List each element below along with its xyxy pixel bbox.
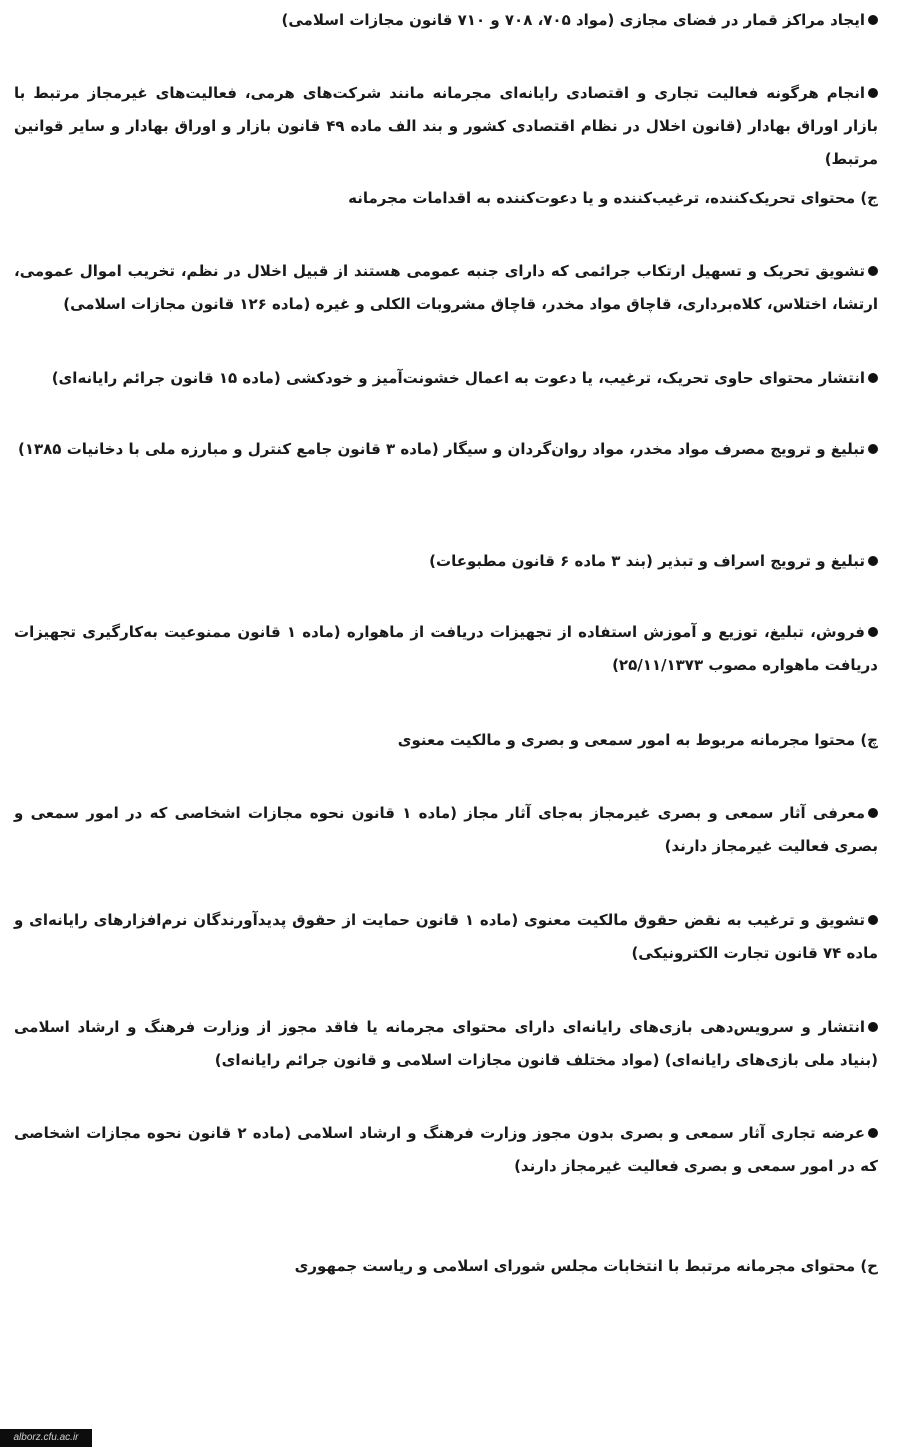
item-violence-suicide	[14, 362, 878, 395]
item-gambling	[14, 4, 878, 37]
bullet-icon	[868, 556, 878, 566]
bullet-icon	[868, 1128, 878, 1138]
item-unauthorized-av	[14, 797, 878, 863]
item-drugs-promotion	[14, 433, 878, 466]
item-text: معرفی آثار سمعی و بصری غیرمجاز به‌جای آثار مجاز (ماده ۱ قانون نحوه مجازات اشخاصی که در امور سمعی و بصری فعالیت غیرمجاز دارند)	[14, 804, 878, 855]
item-pyramid-schemes	[14, 77, 878, 176]
item-text: عرضه تجاری آثار سمعی و بصری بدون مجوز وزارت فرهنگ و ارشاد اسلامی (ماده ۲ قانون نحوه مجازات اشخاصی که در امور سمعی و بصری فعالیت غیرمجاز دارند)	[14, 1124, 878, 1175]
item-extravagance	[14, 545, 878, 578]
item-text: انجام هرگونه فعالیت تجاری و اقتصادی رایانه‌ای مجرمانه مانند شرکت‌های هرمی، فعالیت‌های غیرمجاز مرتبط با بازار اوراق بهادار (قانون اخلال در نظام اقتصادی کشور و بند الف ماده ۴۹ قانون بازار و اوراق بهادار و سایر قوانین مرتبط)	[14, 84, 878, 168]
item-incitement-crimes	[14, 255, 878, 321]
bullet-icon	[868, 1022, 878, 1032]
bullet-icon	[868, 808, 878, 818]
item-text: فروش، تبلیغ، توزیع و آموزش استفاده از تجهیزات دریافت از ماهواره (ماده ۱ قانون ممنوعیت به‌کارگیری تجهیزات دریافت ماهواره مصوب ۲۵/۱۱/۱۳۷۳)	[14, 623, 878, 674]
item-text: ایجاد مراکز قمار در فضای مجازی (مواد ۷۰۵، ۷۰۸ و ۷۱۰ قانون مجازات اسلامی)	[281, 11, 865, 29]
item-ip-violation	[14, 904, 878, 970]
item-text: تشویق تحریک و تسهیل ارتکاب جرائمی که دارای جنبه عمومی هستند از قبیل اخلال در نظم، تخریب اموال عمومی، ارتشا، اختلاس، کلاه‌برداری، قاچاق مواد مخدر، قاچاق مشروبات الکلی و غیره (ماده ۱۲۶ قانون مجازات اسلامی)	[14, 262, 878, 313]
bullet-icon	[868, 373, 878, 383]
item-satellite-equipment	[14, 616, 878, 682]
item-computer-games	[14, 1011, 878, 1077]
item-commercial-av	[14, 1117, 878, 1183]
bullet-icon	[868, 88, 878, 98]
section-heading-he: ح) محتوای مجرمانه مرتبط با انتخابات مجلس شورای اسلامی و ریاست جمهوری	[294, 1257, 878, 1275]
bullet-icon	[868, 266, 878, 276]
bullet-icon	[868, 15, 878, 25]
item-text: انتشار محتوای حاوی تحریک، ترغیب، یا دعوت به اعمال خشونت‌آمیز و خودکشی (ماده ۱۵ قانون جرائم رایانه‌ای)	[51, 369, 865, 387]
item-text: تبلیغ و ترویج اسراف و تبذیر (بند ۳ ماده ۶ قانون مطبوعات)	[429, 552, 865, 570]
site-watermark: alborz.cfu.ac.ir	[0, 1429, 92, 1447]
item-text: تبلیغ و ترویج مصرف مواد مخدر، مواد روان‌گردان و سیگار (ماده ۳ قانون جامع کنترل و مبارزه ملی با دخانیات ۱۳۸۵)	[17, 440, 865, 458]
bullet-icon	[868, 915, 878, 925]
item-text: انتشار و سرویس‌دهی بازی‌های رایانه‌ای دارای محتوای مجرمانه یا فاقد مجوز از وزارت فرهنگ و ارشاد اسلامی (بنیاد ملی بازی‌های رایانه‌ای) (مواد مختلف قانون مجازات اسلامی و قانون جرائم رایانه‌ای)	[14, 1018, 878, 1069]
section-heading-che: چ) محتوا مجرمانه مربوط به امور سمعی و بصری و مالکیت معنوی	[397, 731, 878, 749]
bullet-icon	[868, 444, 878, 454]
item-text: تشویق و ترغیب به نقض حقوق مالکیت معنوی (ماده ۱ قانون حمایت از حقوق پدیدآورندگان نرم‌افزارهای رایانه‌ای و ماده ۷۴ قانون تجارت الکترونیکی)	[14, 911, 878, 962]
bullet-icon	[868, 627, 878, 637]
section-heading-jim: ج) محتوای تحریک‌کننده، ترغیب‌کننده و یا دعوت‌کننده به اقدامات مجرمانه	[348, 189, 878, 207]
